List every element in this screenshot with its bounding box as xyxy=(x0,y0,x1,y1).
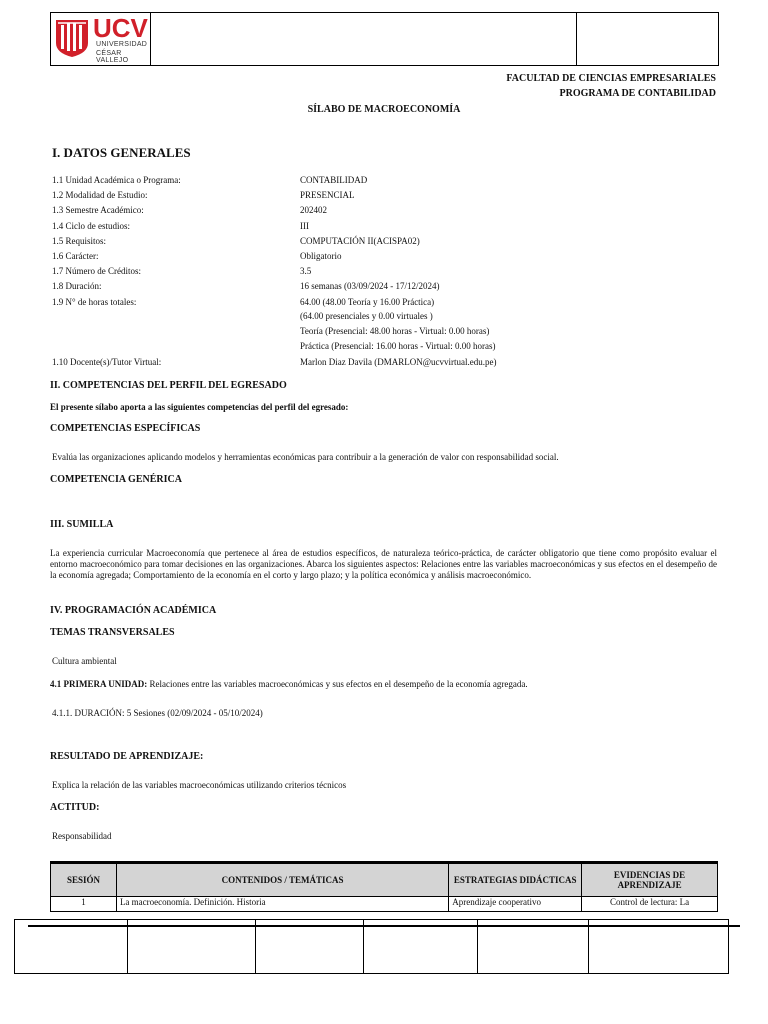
unidad-label: 4.1 PRIMERA UNIDAD: xyxy=(50,679,148,689)
resultado-heading: RESULTADO DE APRENDIZAJE: xyxy=(50,751,204,762)
section-sumilla: III. SUMILLA xyxy=(50,519,114,530)
datos-value: 16 semanas (03/09/2024 - 17/12/2024) xyxy=(300,281,440,291)
footer-cell xyxy=(15,920,128,973)
datos-value: CONTABILIDAD xyxy=(300,175,368,185)
datos-value: COMPUTACIÓN II(ACISPA02) xyxy=(300,236,420,246)
datos-label: 1.2 Modalidad de Estudio: xyxy=(52,190,148,200)
section-programacion: IV. PROGRAMACIÓN ACADÉMICA xyxy=(50,605,217,616)
cell-contenido: La macroeconomía. Definición. Historia xyxy=(116,897,448,912)
col-header-contenidos: CONTENIDOS / TEMÁTICAS xyxy=(116,863,448,897)
footer-cell xyxy=(478,920,589,973)
datos-value: III xyxy=(300,221,309,231)
footer-cell xyxy=(256,920,364,973)
cell-evidencia: Control de lectura: La xyxy=(582,897,718,912)
logo-line1: UNIVERSIDAD xyxy=(96,41,148,48)
footer-cell xyxy=(364,920,478,973)
datos-label: 1.4 Ciclo de estudios: xyxy=(52,221,130,231)
unidad-text: Relaciones entre las variables macroeconómicas y sus efectos en el desempeño de la economía agregada. xyxy=(147,679,528,689)
logo-brand: UCV xyxy=(93,13,148,43)
col-header-sesion: SESIÓN xyxy=(51,863,117,897)
table-header-row xyxy=(51,863,718,897)
datos-label: 1.7 Número de Créditos: xyxy=(52,266,141,276)
competencia-generica-heading: COMPETENCIA GENÉRICA xyxy=(50,474,182,485)
datos-label: 1.8 Duración: xyxy=(52,281,102,291)
university-shield-icon xyxy=(55,17,89,57)
unidad-duracion: 4.1.1. DURACIÓN: 5 Sesiones (02/09/2024 - 05/10/2024) xyxy=(52,708,263,718)
table-row xyxy=(51,897,718,912)
actitud-heading: ACTITUD: xyxy=(50,802,100,813)
program-name: PROGRAMA DE CONTABILIDAD xyxy=(559,88,716,99)
competencias-especificas-text: Evalúa las organizaciones aplicando modelos y herramientas económicas para contribuir a la generación de valor con responsabilidad social. xyxy=(52,452,559,462)
col-header-evidencias: EVIDENCIAS DE APRENDIZAJE xyxy=(582,863,718,897)
horas-extra-2: Teoría (Presencial: 48.00 horas - Virtual: 0.00 horas) xyxy=(300,326,490,336)
datos-value: 3.5 xyxy=(300,266,312,276)
horas-extra-3: Práctica (Presencial: 16.00 horas - Virtual: 0.00 horas) xyxy=(300,341,496,351)
section-competencias: II. COMPETENCIAS DEL PERFIL DEL EGRESADO xyxy=(50,380,287,391)
datos-label: 1.3 Semestre Académico: xyxy=(52,205,144,215)
header-middle-cell xyxy=(151,13,577,65)
temas-transversales-text: Cultura ambiental xyxy=(52,656,117,666)
datos-value: PRESENCIAL xyxy=(300,190,355,200)
logo-cell xyxy=(51,13,151,65)
horas-extra-1: (64.00 presenciales y 0.00 virtuales ) xyxy=(300,311,433,321)
docente-label: 1.10 Docente(s)/Tutor Virtual: xyxy=(52,357,162,367)
datos-label: 1.5 Requisitos: xyxy=(52,236,107,246)
sumilla-text: La experiencia curricular Macroeconomía que pertenece al área de estudios específicos, de naturaleza teórico-práctica, de carácter obligatorio que tiene como propósito evaluar el entorno macroeconómico para tomar decisiones en las organizaciones. Abarca los siguientes aspectos: Relaciones entre las variables macroeconómicas y sus efectos en el desempeño de la economía agregada; Comportamiento de la economía en el corto y largo plazo; y la política económica y análisis macroeconómico. xyxy=(50,548,717,581)
competencias-especificas-heading: COMPETENCIAS ESPECÍFICAS xyxy=(50,423,201,434)
datos-value: Obligatorio xyxy=(300,251,342,261)
datos-label: 1.6 Carácter: xyxy=(52,251,99,261)
datos-label: 1.9 N° de horas totales: xyxy=(52,297,137,307)
datos-value: 64.00 (48.00 Teoría y 16.00 Práctica) xyxy=(300,297,435,307)
footer-rule xyxy=(28,925,740,927)
temas-transversales-heading: TEMAS TRANSVERSALES xyxy=(50,627,175,638)
datos-label: 1.1 Unidad Académica o Programa: xyxy=(52,175,181,185)
header-box xyxy=(50,12,719,66)
resultado-text: Explica la relación de las variables macroeconómicas utilizando criterios técnicos xyxy=(52,780,347,790)
col-header-estrategias: ESTRATEGIAS DIDÁCTICAS xyxy=(449,863,582,897)
cell-sesion: 1 xyxy=(51,897,117,912)
footer-cell xyxy=(128,920,256,973)
logo-line2: CÉSAR VALLEJO xyxy=(96,50,129,64)
faculty-name: FACULTAD DE CIENCIAS EMPRESARIALES xyxy=(506,73,716,84)
actitud-text: Responsabilidad xyxy=(52,831,112,841)
docente-value: Marlon Diaz Davila (DMARLON@ucvvirtual.edu.pe) xyxy=(300,357,497,367)
sessions-table xyxy=(50,861,718,912)
competencias-intro: El presente sílabo aporta a las siguientes competencias del perfil del egresado: xyxy=(50,402,349,412)
section-datos-generales: I. DATOS GENERALES xyxy=(52,145,191,160)
datos-value: 202402 xyxy=(300,205,327,215)
footer-table xyxy=(14,919,729,974)
syllabus-title: SÍLABO DE MACROECONOMÍA xyxy=(307,104,461,115)
unidad-line xyxy=(50,679,528,689)
cell-estrategia: Aprendizaje cooperativo xyxy=(449,897,582,912)
